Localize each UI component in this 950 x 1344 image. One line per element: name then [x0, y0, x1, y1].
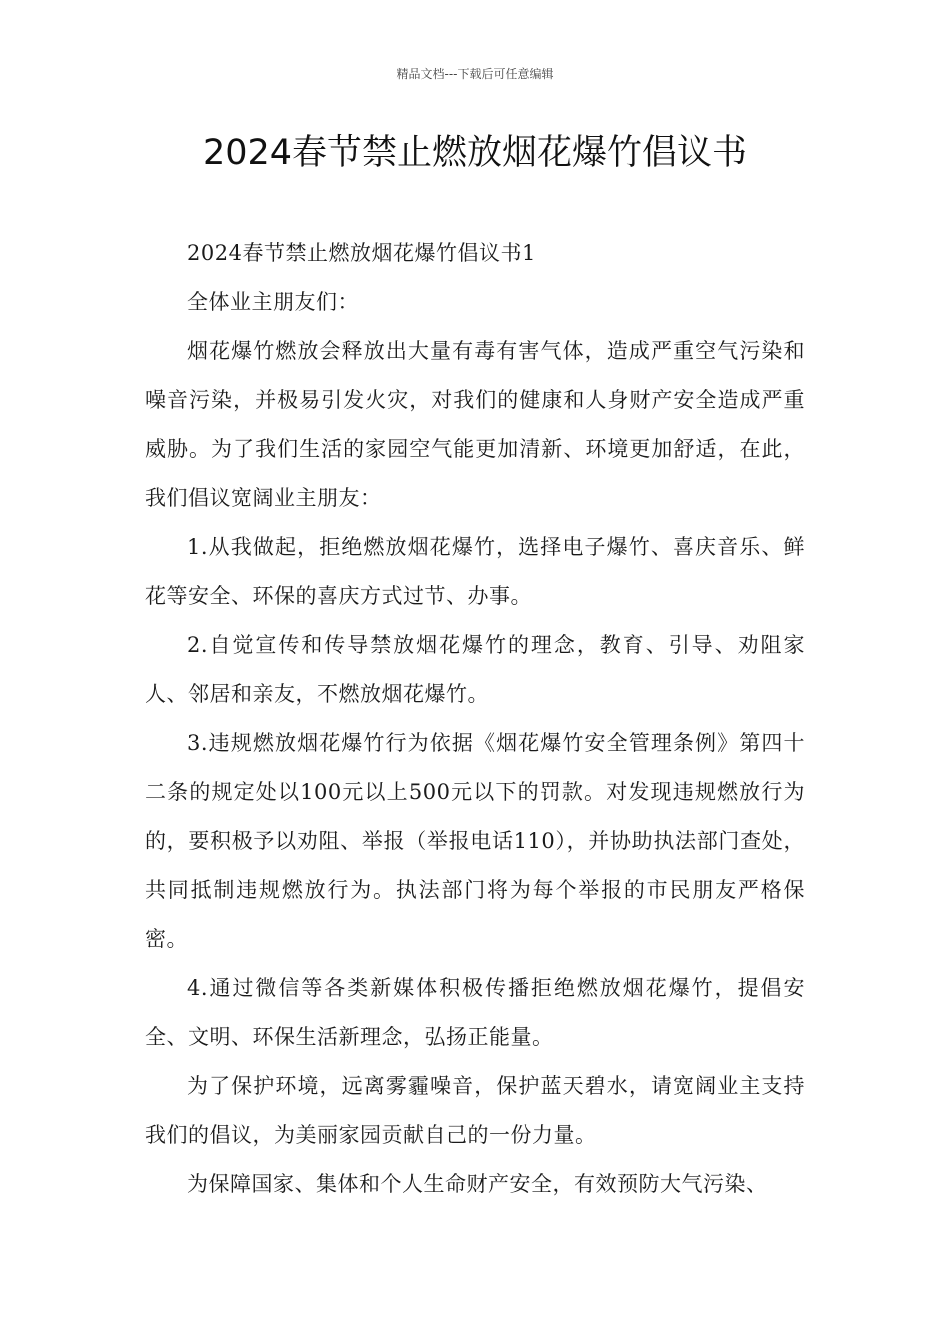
page-header-note: 精品文档---下载后可任意编辑	[396, 67, 554, 81]
appeal-paragraph: 为了保护环境，远离雾霾噪音，保护蓝天碧水，请宽阔业主支持我们的倡议，为美丽家园贡献自己的一份力量。	[145, 1074, 805, 1147]
item-3-paragraph: 3.违规燃放烟花爆竹行为依据《烟花爆竹安全管理条例》第四十二条的规定处以100元以上500元以下的罚款。对发现违规燃放行为的，要积极予以劝阻、举报（举报电话110），并协助执法部门查处，共同抵制违规燃放行为。执法部门将为每个举报的市民朋友严格保密。	[145, 731, 805, 951]
closing-paragraph: 为保障国家、集体和个人生命财产安全，有效预防大气污染、	[187, 1172, 768, 1196]
document-title: 2024春节禁止燃放烟花爆竹倡议书	[202, 133, 748, 173]
salutation-paragraph: 全体业主朋友们：	[187, 290, 359, 314]
item-4-paragraph: 4.通过微信等各类新媒体积极传播拒绝燃放烟花爆竹，提倡安全、文明、环保生活新理念，弘扬正能量。	[145, 976, 805, 1049]
intro-paragraph: 烟花爆竹燃放会释放出大量有毒有害气体，造成严重空气污染和噪音污染，并极易引发火灾，对我们的健康和人身财产安全造成严重威胁。为了我们生活的家园空气能更加清新、环境更加舒适，在此，我们倡议宽阔业主朋友：	[145, 339, 805, 510]
item-2-paragraph: 2.自觉宣传和传导禁放烟花爆竹的理念，教育、引导、劝阻家人、邻居和亲友，不燃放烟花爆竹。	[145, 633, 805, 706]
item-1-paragraph: 1.从我做起，拒绝燃放烟花爆竹，选择电子爆竹、喜庆音乐、鲜花等安全、环保的喜庆方式过节、办事。	[145, 535, 805, 608]
subtitle-paragraph: 2024春节禁止燃放烟花爆竹倡议书1	[187, 241, 536, 265]
document-body	[145, 229, 805, 1209]
